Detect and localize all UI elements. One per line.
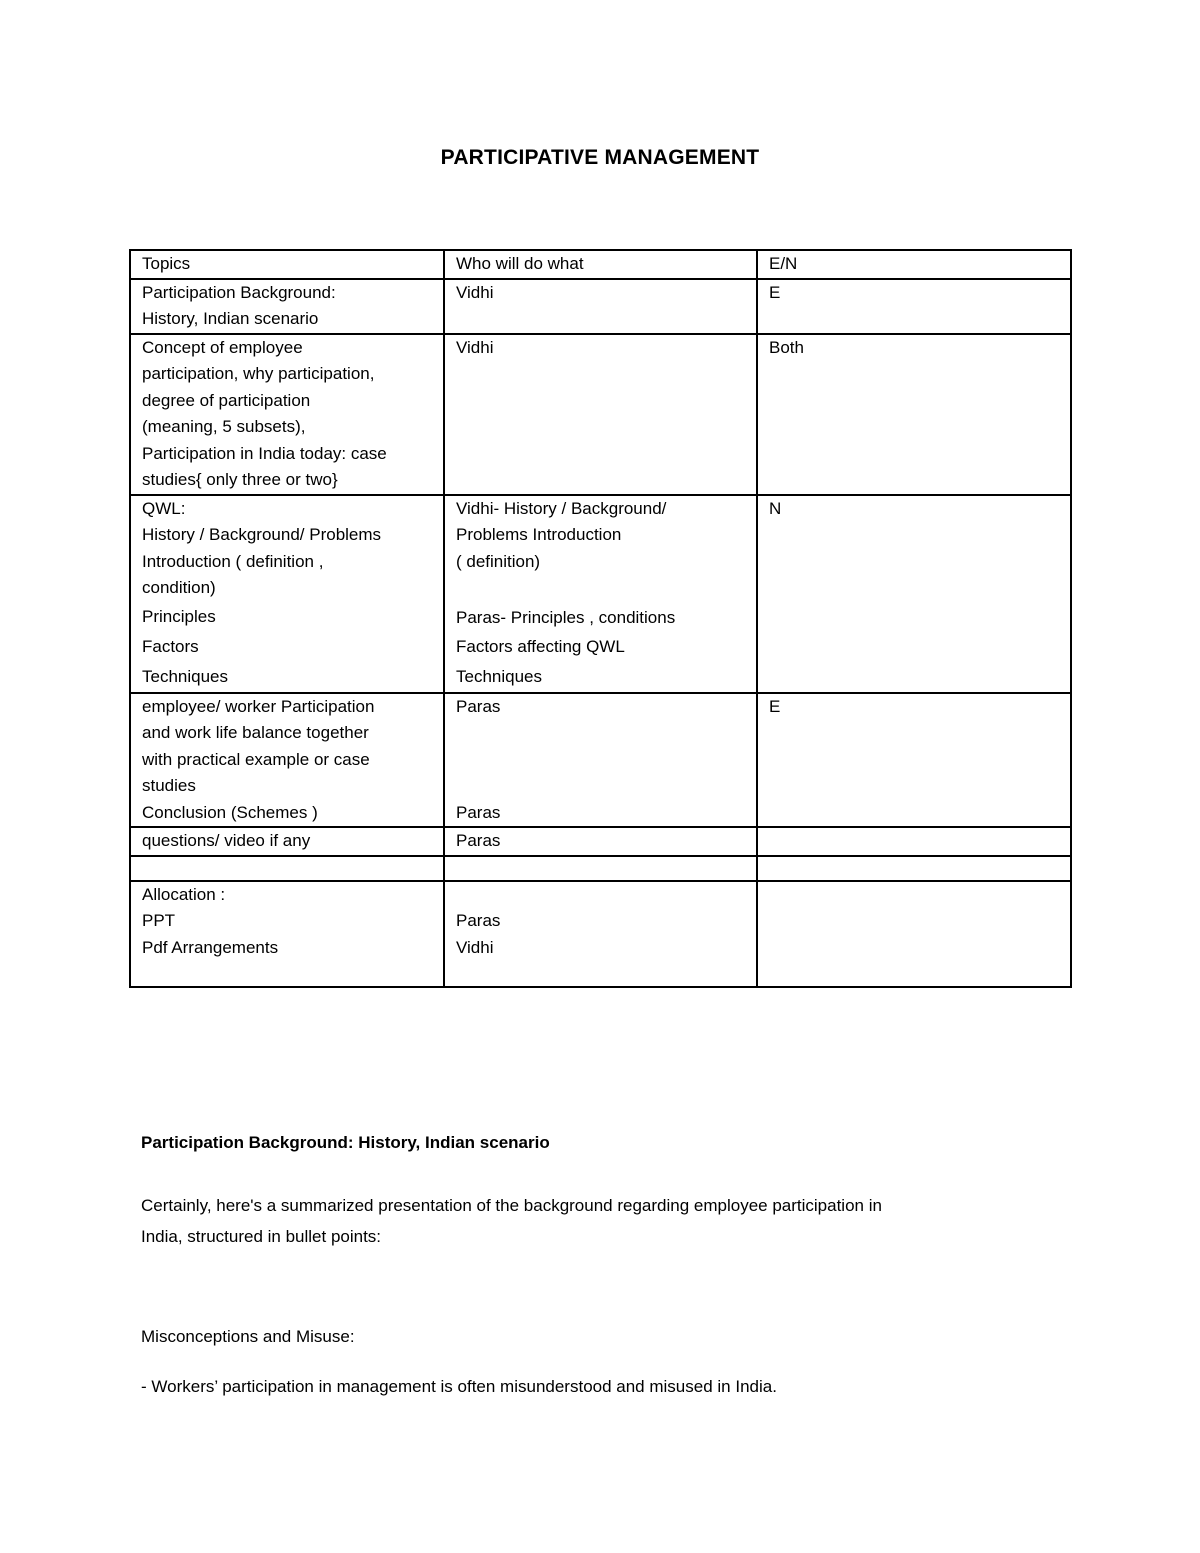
- en-cell: E: [757, 693, 1071, 828]
- table-header-row: [130, 250, 1071, 279]
- topic-cell: Allocation : PPT Pdf Arrangements: [130, 881, 444, 987]
- table-row: [130, 881, 1071, 987]
- column-header-topics: Topics: [130, 250, 444, 279]
- subheading: Misconceptions and Misuse:: [141, 1327, 355, 1346]
- who-cell: Paras: [444, 827, 757, 856]
- who-cell: Paras Vidhi: [444, 881, 757, 987]
- en-cell: E: [757, 279, 1071, 334]
- column-header-en: E/N: [757, 250, 1071, 279]
- who-cell: Vidhi- History / Background/ Problems Introduction ( definition) Paras- Principles , conditions Factors affecting QWL Techniques: [444, 495, 757, 693]
- who-cell: [444, 856, 757, 881]
- who-cell: Paras Paras: [444, 693, 757, 828]
- table-row: [130, 827, 1071, 856]
- cell-spacer: [456, 575, 746, 605]
- table-row: [130, 693, 1071, 828]
- column-header-who: Who will do what: [444, 250, 757, 279]
- en-cell: [757, 881, 1071, 987]
- en-cell: [757, 827, 1071, 856]
- topic-cell: [130, 856, 444, 881]
- who-cell: Vidhi: [444, 279, 757, 334]
- bullet-point: - Workers’ participation in management is often misunderstood and misused in India.: [141, 1377, 777, 1396]
- en-cell: [757, 856, 1071, 881]
- page-title: PARTICIPATIVE MANAGEMENT: [440, 146, 760, 169]
- en-cell: Both: [757, 334, 1071, 495]
- table-row: [130, 334, 1071, 495]
- intro-paragraph: [141, 1190, 1041, 1252]
- table-row: [130, 279, 1071, 334]
- intro-line: India, structured in bullet points:: [141, 1227, 382, 1246]
- who-cell: Vidhi: [444, 334, 757, 495]
- intro-line: Certainly, here's a summarized presentation of the background regarding employee participation in: [141, 1196, 882, 1215]
- topic-cell: questions/ video if any: [130, 827, 444, 856]
- section-heading: Participation Background: History, Indian scenario: [141, 1133, 550, 1152]
- topic-cell: QWL: History / Background/ Problems Introduction ( definition , condition) Principles Factors Techniques: [130, 495, 444, 693]
- allocation-table: [129, 249, 1072, 988]
- table-row: [130, 495, 1071, 693]
- topic-cell: Concept of employee participation, why participation, degree of participation (meaning, 5 subsets), Participation in India today: case studies{ only three or two}: [130, 334, 444, 495]
- topic-cell: Participation Background: History, Indian scenario: [130, 279, 444, 334]
- table-row-empty: [130, 856, 1071, 881]
- topic-cell: employee/ worker Participation and work life balance together with practical example or case studies Conclusion (Schemes ): [130, 693, 444, 828]
- en-cell: N: [757, 495, 1071, 693]
